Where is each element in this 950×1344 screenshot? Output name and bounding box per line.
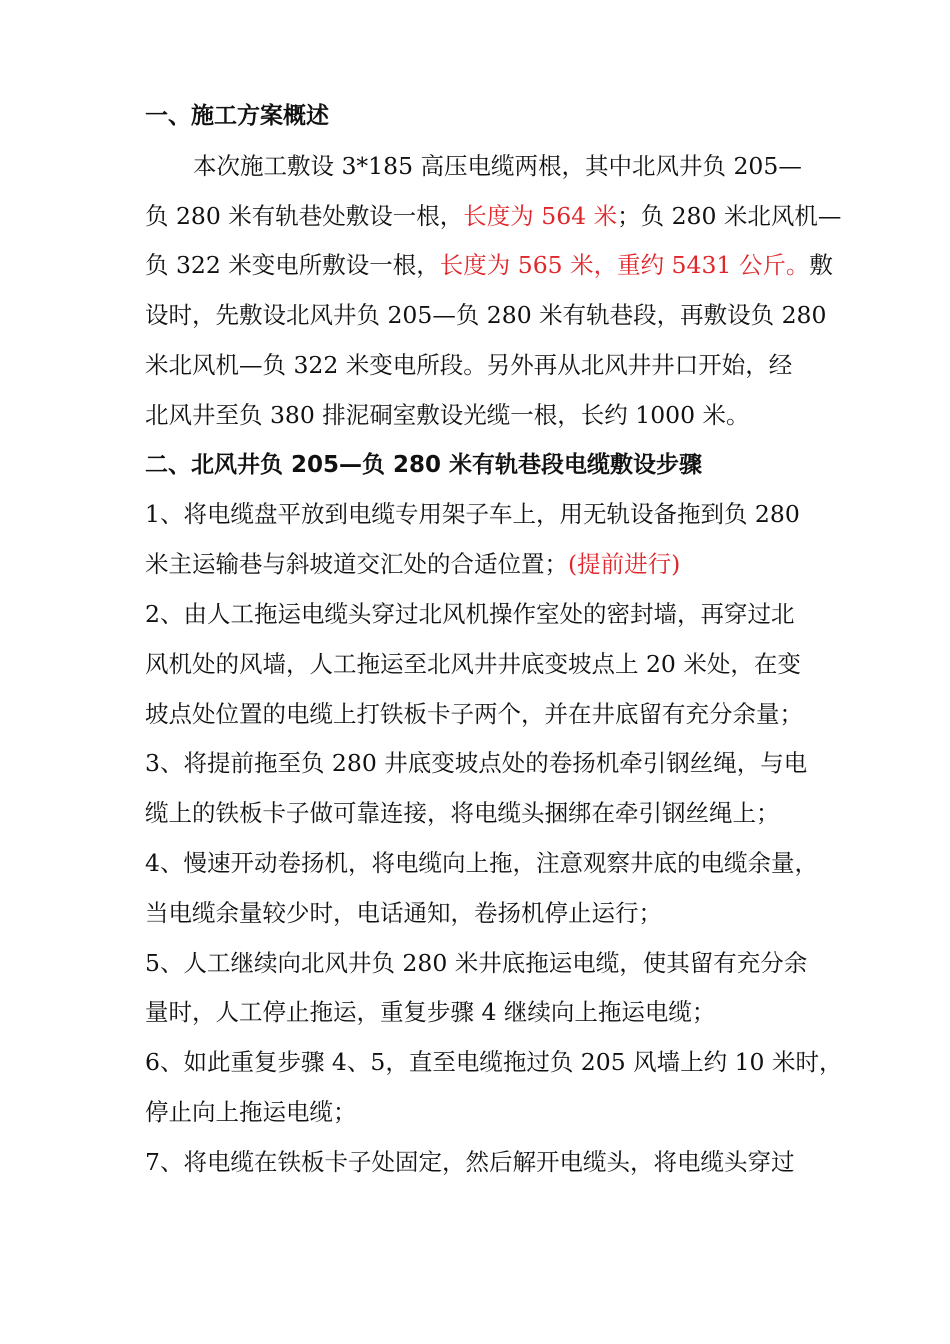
section-heading-overview: 一、施工方案概述 <box>145 103 329 129</box>
step-2-line-3: 坡点处位置的电缆上打铁板卡子两个，并在井底留有充分余量； <box>145 699 803 728</box>
step-2-line-2: 风机处的风墙，人工拖运至北风井井底变坡点上 20 米处，在变 <box>145 649 801 678</box>
overview-line-2-text-b: ；负 280 米北风机— <box>617 201 842 230</box>
step-4-line-1: 4、慢速开动卷扬机，将电缆向上拖，注意观察井底的电缆余量， <box>145 848 818 877</box>
step-2-line-1: 2、由人工拖运电缆头穿过北风机操作室处的密封墙，再穿过北 <box>145 599 795 628</box>
overview-line-6: 北风井至负 380 排泥硐室敷设光缆一根，长约 1000 米。 <box>145 400 750 429</box>
step-7-line-1: 7、将电缆在铁板卡子处固定，然后解开电缆头，将电缆头穿过 <box>145 1147 795 1176</box>
overview-line-2-text-a: 负 280 米有轨巷处敷设一根， <box>145 201 464 230</box>
step-1-line-2 <box>145 540 845 590</box>
highlight-advance-note: (提前进行) <box>568 550 681 579</box>
step-5-line-1: 5、人工继续向北风井负 280 米井底拖运电缆，使其留有充分余 <box>145 948 808 977</box>
step-3-line-2: 缆上的铁板卡子做可靠连接，将电缆头捆绑在牵引钢丝绳上； <box>145 799 780 828</box>
section-heading-steps: 二、北风井负 205—负 280 米有轨巷段电缆敷设步骤 <box>145 451 703 478</box>
step-1-line-1: 1、将电缆盘平放到电缆专用架子车上，用无轨设备拖到负 280 <box>145 500 800 529</box>
overview-line-3 <box>145 241 845 291</box>
overview-line-2 <box>145 192 845 242</box>
highlight-length-564: 长度为 564 米 <box>463 201 618 230</box>
document-body <box>145 92 845 1188</box>
overview-line-3-text-b: 敷 <box>809 251 833 280</box>
step-5-line-2: 量时，人工停止拖运，重复步骤 4 继续向上拖运电缆； <box>145 998 716 1027</box>
overview-line-1: 本次施工敷设 3*185 高压电缆两根，其中北风井负 205— <box>193 151 802 180</box>
overview-line-3-text-a: 负 322 米变电所敷设一根， <box>145 251 440 280</box>
overview-line-5: 米北风机—负 322 米变电所段。另外再从北风井井口开始，经 <box>145 350 793 379</box>
step-1-line-2-text: 米主运输巷与斜坡道交汇处的合适位置； <box>145 550 568 579</box>
step-4-line-2: 当电缆余量较少时，电话通知，卷扬机停止运行； <box>145 898 662 927</box>
highlight-length-565-weight: 长度为 565 米，重约 5431 公斤。 <box>439 251 810 280</box>
step-3-line-1: 3、将提前拖至负 280 井底变坡点处的卷扬机牵引钢丝绳，与电 <box>145 749 808 778</box>
overview-line-4: 设时，先敷设北风井负 205—负 280 米有轨巷段，再敷设负 280 <box>145 301 827 330</box>
step-6-line-2: 停止向上拖运电缆； <box>145 1097 357 1126</box>
step-6-line-1: 6、如此重复步骤 4、5，直至电缆拖过负 205 风墙上约 10 米时， <box>145 1048 843 1077</box>
